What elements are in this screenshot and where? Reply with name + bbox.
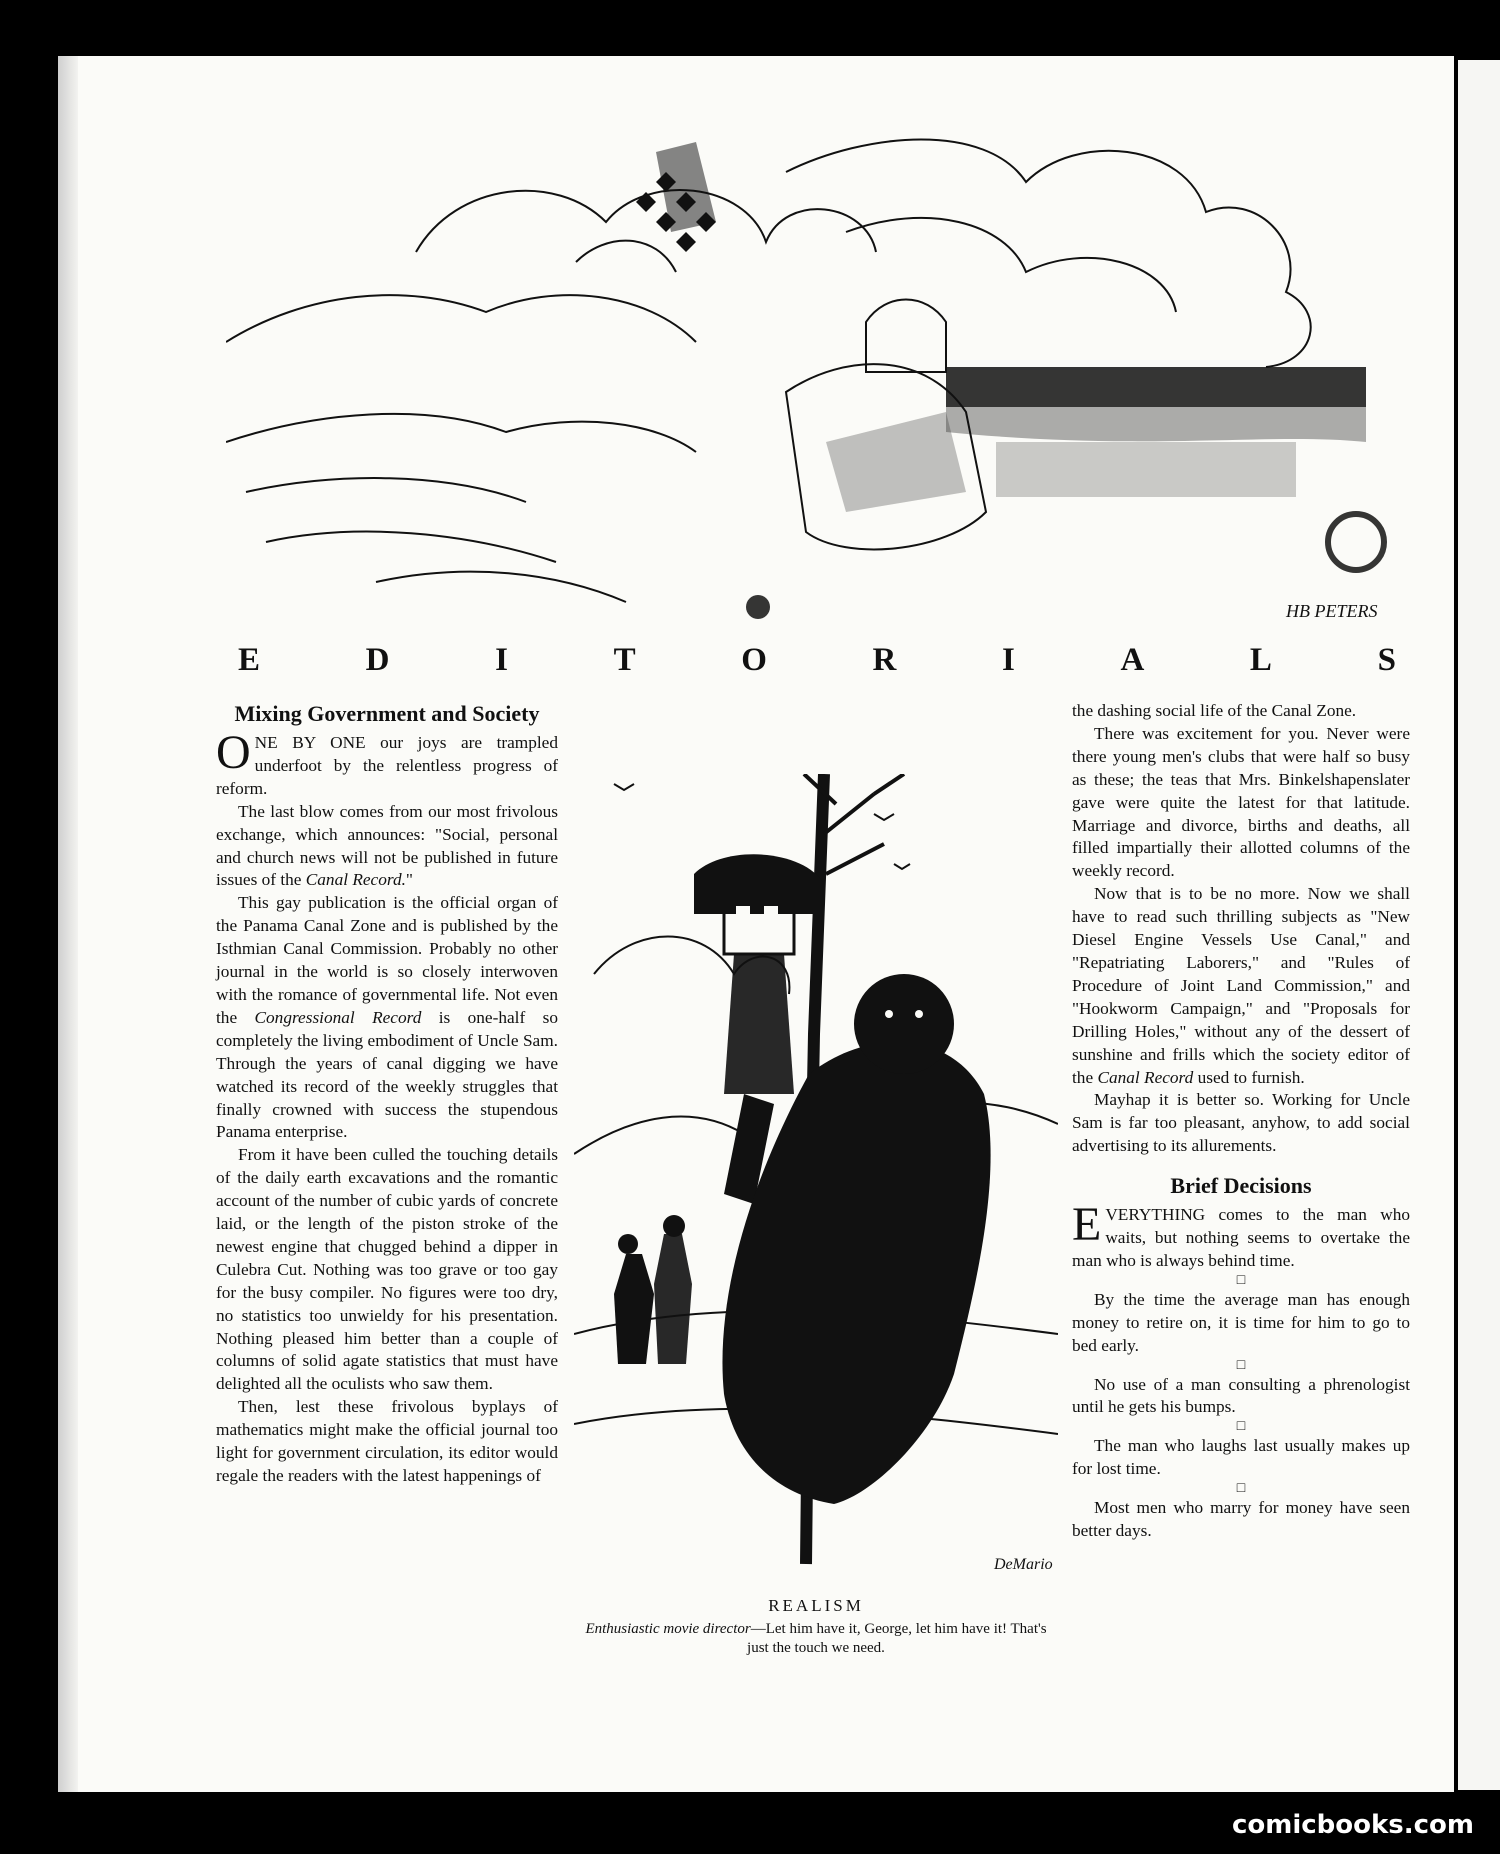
masthead-letter: E (238, 642, 263, 678)
article-paragraph: There was excitement for you. Never were there young men's clubs that were half so busy as these; the teas that Mrs. Binkelshapenslater gave were quite the latest for that latitude. Marriage and divorce, births and deaths, all filled impartially their allotted columns of the weekly record. (1072, 723, 1410, 881)
masthead-letter: S (1377, 642, 1398, 678)
adjacent-page-edge (1458, 60, 1500, 1790)
separator-box: □ (1236, 1357, 1246, 1373)
editorials-masthead (238, 642, 1398, 679)
masthead-letter: R (872, 642, 899, 678)
page-gutter-shadow (58, 56, 78, 1792)
brief-decision-item (1072, 1198, 1410, 1273)
drop-cap: O (216, 726, 251, 779)
paragraph-text: Now that is to be no more. Now we shall have to read such thrilling subjects as "New Diesel Engine Vessels Use Canal," and "Repatriating Laborers," and "Rules of Procedure of Joint Land Commission," and "Hookworm Campaign," and "Proposals for Drilling Holes," without any of the dessert of sunshine and frills which the society editor of the (1072, 884, 1410, 1087)
closing-quote: " (405, 870, 413, 890)
paragraph-text: NE BY ONE our joys are trampled underfoot by the relentless progress of reform. (216, 733, 558, 798)
article-paragraph: Then, lest these frivolous byplays of mathematics might make the official journal too light for government circulation, its editor would regale the readers with the latest happenings of (216, 1397, 558, 1485)
watermark: comicbooks.com (1231, 1810, 1474, 1840)
article-paragraph (216, 892, 558, 1144)
masthead-letter: I (495, 642, 510, 678)
separator-box: □ (1236, 1419, 1246, 1435)
realism-cartoon (574, 774, 1058, 1580)
article-heading-mixing-government: Mixing Government and Society (234, 701, 540, 726)
masthead-letter: O (741, 642, 769, 678)
article-paragraph (216, 801, 558, 893)
article-paragraph: the dashing social life of the Canal Zone. (1072, 701, 1357, 720)
brief-decision-item: No use of a man consulting a phrenologist until he gets his bumps. (1072, 1374, 1410, 1417)
masthead-letter: T (613, 642, 638, 678)
masthead-letter: A (1120, 642, 1147, 678)
brief-decision-item: Most men who marry for money have seen better days. (1072, 1498, 1410, 1541)
separator-box: □ (1236, 1481, 1246, 1497)
article-paragraph (216, 726, 558, 801)
paragraph-text: used to furnish. (1197, 1067, 1305, 1087)
header-artist-signature: HB PETERS (1286, 601, 1378, 621)
caption-speaker: Enthusiastic movie director (585, 1621, 751, 1637)
header-illustration (226, 112, 1396, 627)
publication-title: Canal Record. (305, 870, 406, 890)
separator-box: □ (1236, 1272, 1246, 1288)
article-paragraph: From it have been culled the touching details of the daily earth excavations and the romantic account of the number of cubic yards of concrete laid, or the length of the piston stroke of the newest engine that chugged behind a dipper in Culebra Cut. Nothing was too grave or too gay for the busy compiler. No figures were too dry, no statistics too unwieldy for his presentation. Nothing pleased him better than a couple of columns of solid agate statistics that must have delighted all the oculists who saw them. (216, 1145, 558, 1394)
cartoon-title: REALISM (768, 1596, 864, 1615)
column-right (1072, 700, 1410, 1543)
column-left (216, 700, 558, 1488)
masthead-letter: D (365, 642, 392, 678)
caption-quote: —Let him have it, George, let him have it! That's just the touch we need. (747, 1621, 1047, 1656)
cartoonist-signature: DeMario (994, 1556, 1053, 1573)
paragraph-text: This gay publication is the official organ of the Panama Canal Zone and is published by the Isthmian Canal Commission. Probably no other journal in the world is so closely interwoven with the romance of governmental life. Not even the (216, 893, 558, 1027)
paragraph-text: is one-half so completely the living embodiment of Uncle Sam. Through the years of canal digging we have watched its record of the weekly struggles that finally crowned with success the stupendous Panama enterprise. (216, 1007, 558, 1142)
paragraph-text: The last blow comes from our most frivolous exchange, which announces: "Social, personal and church news will not be published in future issues of the (216, 801, 558, 890)
publication-title: Congressional Record (254, 1007, 422, 1027)
brief-decision-item: The man who laughs last usually makes up for lost time. (1072, 1436, 1410, 1479)
article-heading-brief-decisions: Brief Decisions (1170, 1173, 1312, 1199)
article-paragraph (1072, 883, 1410, 1089)
masthead-letter: I (1001, 642, 1017, 678)
cartoon-caption (574, 1620, 1058, 1658)
brief-decision-item: By the time the average man has enough money to retire on, it is time for him to go to bed early. (1072, 1289, 1410, 1355)
publication-title: Canal Record (1097, 1067, 1194, 1087)
paragraph-text: VERYTHING comes to the man who waits, but nothing seems to overtake the man who is always behind time. (1072, 1205, 1410, 1270)
masthead-letter: L (1249, 642, 1274, 678)
article-paragraph: Mayhap it is better so. Working for Uncle Sam is far too pleasant, anyhow, to add social advertising to its allurements. (1072, 1090, 1410, 1156)
drop-cap: E (1072, 1198, 1102, 1252)
